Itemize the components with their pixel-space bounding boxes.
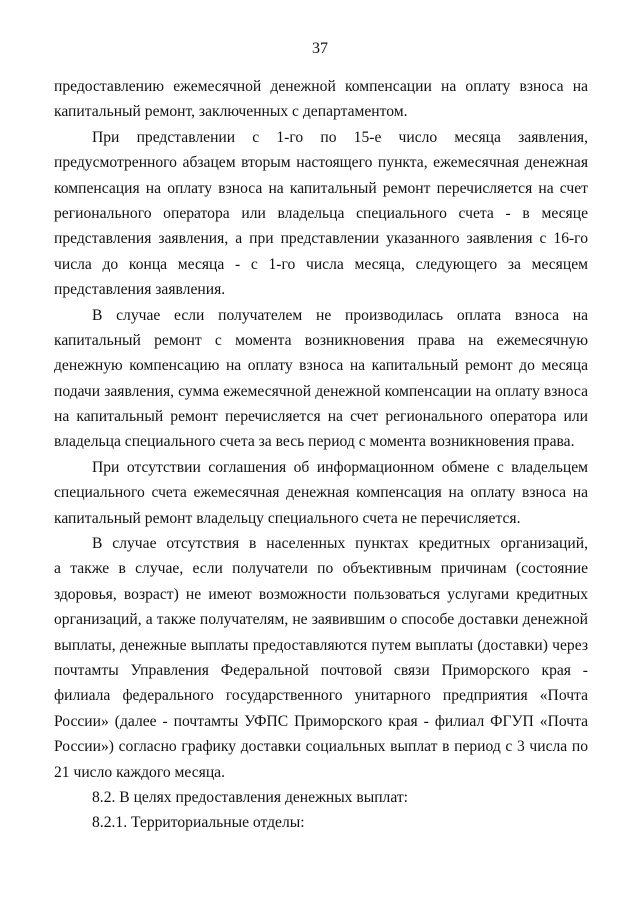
text-line: При отсутствии соглашения об информационном обмене с владельцем bbox=[92, 458, 588, 476]
text-line: владельца специального счета за весь период с момента возникновения права. bbox=[54, 433, 575, 451]
text-line: филиала федерального государственного унитарного предприятия «Почта bbox=[54, 687, 588, 705]
text-line: организаций, а также получателям, не заявившим о способе доставки денежной bbox=[54, 611, 588, 629]
text-line: капитальный ремонт владельцу специального счета не перечисляется. bbox=[54, 509, 521, 527]
text-line: предусмотренного абзацем вторым настоящего пункта, ежемесячная денежная bbox=[54, 154, 588, 172]
text-line: В случае если получателем не производилась оплата взноса на bbox=[92, 306, 588, 324]
text-line: специального счета ежемесячная денежная компенсация на оплату взноса на bbox=[54, 484, 588, 502]
text-line: выплаты, денежные выплаты предоставляются путем выплаты (доставки) через bbox=[54, 636, 588, 654]
text-line: капитальный ремонт, заключенных с департаментом. bbox=[54, 103, 408, 121]
text-line: При представлении с 1-го по 15-е число месяца заявления, bbox=[92, 128, 588, 146]
page-number: 37 bbox=[312, 40, 328, 57]
text-line: России» (далее - почтамты УФПС Приморского края - филиал ФГУП «Почта bbox=[54, 712, 588, 730]
text-line: капитальный ремонт с момента возникновения права на ежемесячную bbox=[54, 331, 588, 349]
text-line: денежную компенсацию на оплату взноса на капитальный ремонт до месяца bbox=[54, 357, 588, 375]
text-line: представления заявления, а при представлении указанного заявления с 16-го bbox=[54, 230, 588, 248]
text-line: регионального оператора или владельца специального счета - в месяце bbox=[54, 204, 588, 222]
text-line: представления заявления. bbox=[54, 281, 226, 299]
text-line: на капитальный ремонт перечисляется на счет регионального оператора или bbox=[54, 408, 588, 426]
text-line: В случае отсутствия в населенных пунктах кредитных организаций, bbox=[92, 535, 588, 553]
text-line: предоставлению ежемесячной денежной компенсации на оплату взноса на bbox=[54, 78, 588, 95]
text-line: здоровья, возраст) не имеют возможности пользоваться услугами кредитных bbox=[54, 585, 588, 603]
text-line: 8.2.1. Территориальные отделы: bbox=[92, 814, 305, 832]
text-line: а также в случае, если получатели по объективным причинам (состояние bbox=[54, 560, 588, 578]
text-line: 8.2. В целях предоставления денежных выплат: bbox=[92, 788, 408, 806]
document-body bbox=[54, 74, 588, 836]
text-line: почтамты Управления Федеральной почтовой связи Приморского края - bbox=[54, 661, 588, 679]
text-line: подачи заявления, сумма ежемесячной денежной компенсации на оплату взноса bbox=[54, 382, 588, 400]
text-line: России») согласно графику доставки социальных выплат в период с 3 числа по bbox=[54, 738, 588, 756]
text-line: 21 число каждого месяца. bbox=[54, 763, 225, 781]
text-line: компенсация на оплату взноса на капитальный ремонт перечисляется на счет bbox=[54, 179, 588, 197]
text-line: числа до конца месяца - с 1-го числа месяца, следующего за месяцем bbox=[54, 255, 588, 273]
